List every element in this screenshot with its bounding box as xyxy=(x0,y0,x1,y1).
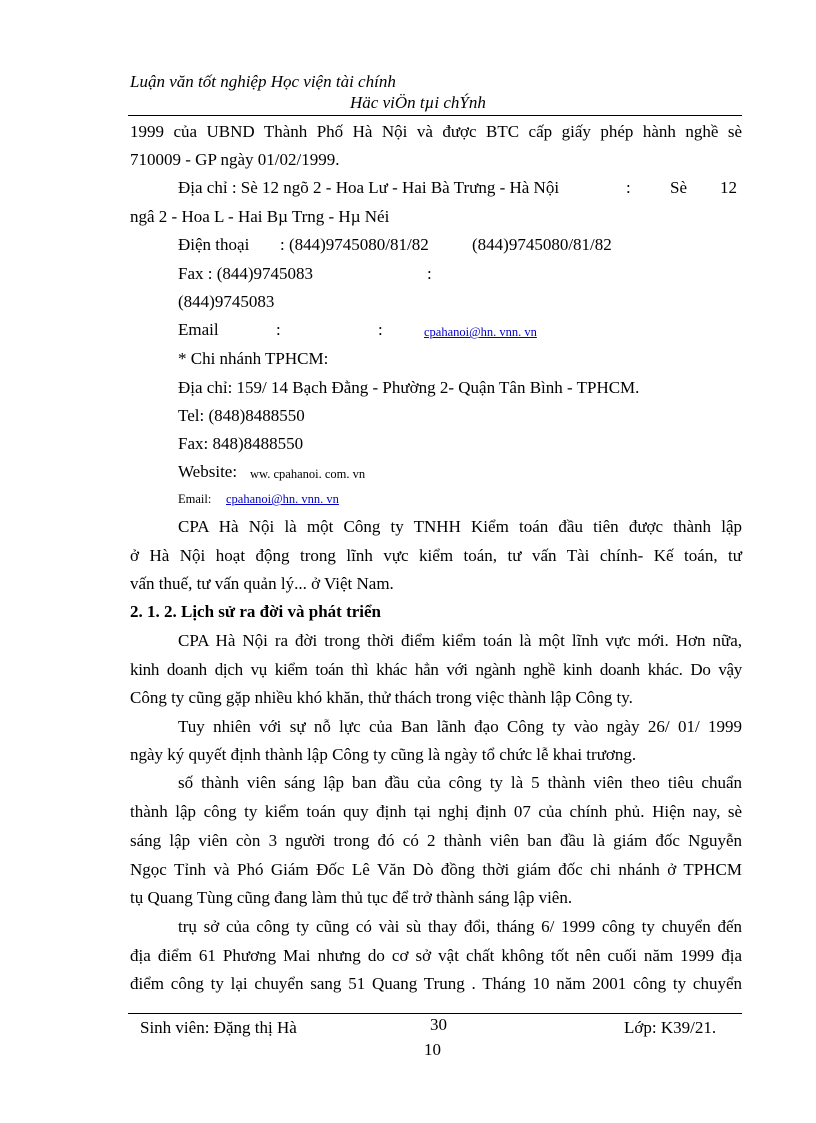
footer-divider xyxy=(128,1013,742,1014)
para2-line-1: CPA Hà Nội ra đời trong thời điểm kiểm toán là một lĩnh vực mới. Hơn nữa, xyxy=(178,631,742,650)
branch-fax: Fax: 848)8488550 xyxy=(178,434,304,453)
phone-value-2: (844)9745080/81/82 xyxy=(472,235,612,254)
website-label: Website: xyxy=(178,462,238,481)
email-link[interactable]: cpahanoi@hn. vnn. vn xyxy=(424,325,537,339)
para5-line-2: địa điểm 61 Phương Mai nhưng do cơ sở vật chất không tốt nên cuối năm 1999 địa xyxy=(130,946,742,965)
phone-label: Điện thoại xyxy=(178,235,250,254)
fax-colon: : xyxy=(427,264,432,283)
address-colon: : xyxy=(626,178,631,197)
footer-page-number: 30 xyxy=(430,1015,447,1034)
email2-label: Email: xyxy=(178,492,212,506)
fax-value-2: (844)9745083 xyxy=(178,292,275,311)
para2-line-2: kinh doanh dịch vụ kiểm toán thì khác hẳn với ngành nghề kinh doanh khác. Do vậy xyxy=(130,660,742,679)
para4-line-2: thành lập công ty kiểm toán quy định tại nghị định 07 của chính phủ. Hiện nay, sè xyxy=(130,802,742,821)
body-line-1: 1999 của UBND Thành Phố Hà Nội và được BTC cấp giấy phép hành nghề sè xyxy=(130,122,742,141)
para4-line-3: sáng lập viên còn 3 người trong đó có 2 thành viên ban đầu là giám đốc Nguyễn xyxy=(130,831,742,850)
address-so: Sè xyxy=(670,178,687,197)
fax-line: Fax : (844)9745083 xyxy=(178,264,314,283)
footer-page-number-2: 10 xyxy=(424,1040,441,1059)
branch-address: Địa chỉ: 159/ 14 Bạch Đằng - Phường 2- Quận Tân Bình - TPHCM. xyxy=(178,378,640,397)
para4-line-4: Ngọc Tỉnh và Phó Giám Đốc Lê Văn Dò đồng thời giám đốc chi nhánh ở TPHCM xyxy=(130,860,742,879)
para3-line-1: Tuy nhiên với sự nỗ lực của Ban lãnh đạo Công ty vào ngày 26/ 01/ 1999 xyxy=(178,717,742,736)
email2-link[interactable]: cpahanoi@hn. vnn. vn xyxy=(226,492,339,506)
branch-tel: Tel: (848)8488550 xyxy=(178,406,305,425)
header-divider xyxy=(128,115,742,116)
email-colon-2: : xyxy=(378,320,383,339)
branch-heading: * Chi nhánh TPHCM: xyxy=(178,349,329,368)
website-value: ww. cpahanoi. com. vn xyxy=(250,467,366,481)
body-line-2: 710009 - GP ngày 01/02/1999. xyxy=(130,150,340,169)
header-subtitle: Häc viÖn tµi chÝnh xyxy=(350,93,486,112)
para2-line-3: Công ty cũng gặp nhiều khó khăn, thử thách trong việc thành lập Công ty. xyxy=(130,688,633,707)
para4-line-5: tụ Quang Tùng cũng đang làm thủ tục để trở thành sáng lập viên. xyxy=(130,888,573,907)
para4-line-1: số thành viên sáng lập ban đầu của công ty là 5 thành viên theo tiêu chuẩn xyxy=(178,773,742,792)
footer-student: Sinh viên: Đặng thị Hà xyxy=(140,1018,297,1037)
para3-line-2: ngày ký quyết định thành lập Công ty cũng là ngày tổ chức lễ khai trương. xyxy=(130,745,637,764)
para5-line-1: trụ sở của công ty cũng có vài sù thay đổi, tháng 6/ 1999 công ty chuyển đến xyxy=(178,917,742,936)
para1-line-1: CPA Hà Nội là một Công ty TNHH Kiểm toán đầu tiên được thành lập xyxy=(178,517,742,536)
footer-class: Lớp: K39/21. xyxy=(624,1018,717,1037)
section-title: 2. 1. 2. Lịch sử ra đời và phát triển xyxy=(130,602,382,621)
address-line: Địa chỉ : Sè 12 ngõ 2 - Hoa Lư - Hai Bà Trưng - Hà Nội xyxy=(178,178,560,197)
address-number: 12 xyxy=(720,178,737,197)
email-colon-1: : xyxy=(276,320,281,339)
para1-line-2: ở Hà Nội hoạt động trong lĩnh vực kiểm toán, tư vấn Tài chính- Kế toán, tư xyxy=(130,546,742,565)
phone-value: : (844)9745080/81/82 xyxy=(280,235,429,254)
para1-line-3: vấn thuế, tư vấn quản lý... ở Việt Nam. xyxy=(130,574,394,593)
email-label: Email xyxy=(178,320,219,339)
header-title: Luận văn tốt nghiệp Học viện tài chính xyxy=(130,72,396,91)
address-line-2: ngâ 2 - Hoa L - Hai Bµ Trng - Hµ Néi xyxy=(130,207,390,226)
para5-line-3: điểm công ty lại chuyển sang 51 Quang Trung . Tháng 10 năm 2001 công ty chuyển xyxy=(130,974,742,993)
